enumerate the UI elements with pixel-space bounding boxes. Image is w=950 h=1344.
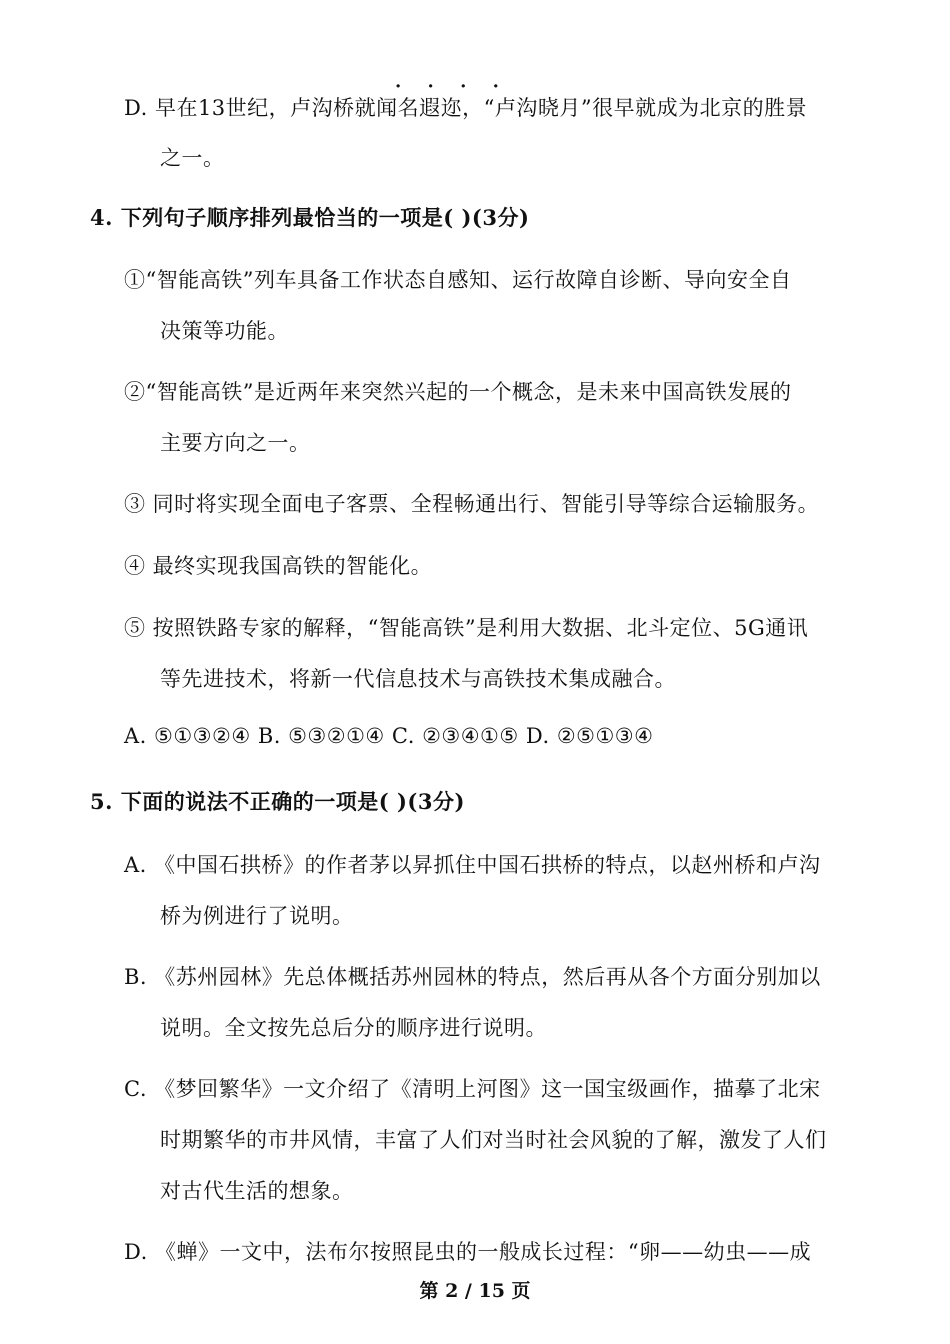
q5-option-d-line1: D. 《蝉》一文中，法布尔按照昆虫的一般成长过程：“卵——幼虫——成 (124, 1240, 812, 1264)
q4-sentence-5-line1: ⑤ 按照铁路专家的解释，“智能高铁”是利用大数据、北斗定位、5G通讯 (124, 616, 809, 640)
q5-option-a-line1: A. 《中国石拱桥》的作者茅以昇抓住中国石拱桥的特点，以赵州桥和卢沟 (124, 853, 821, 877)
page-number-footer: 第 2 / 15 页 (419, 1280, 531, 1302)
q3-option-d-line1: D. 早在13世纪，卢沟桥就闻名遐迩，“卢沟晓月”很早就成为北京的胜景 (124, 96, 808, 120)
q4-sentence-3: ③ 同时将实现全面电子客票、全程畅通出行、智能引导等综合运输服务。 (124, 492, 820, 516)
emphasis-dots: · · · · (395, 76, 509, 97)
q4-sentence-1-line2: 决策等功能。 (160, 319, 289, 343)
question-4-stem: 4. 下列句子顺序排列最恰当的一项是( )(3分) (90, 205, 530, 230)
q4-sentence-2-line1: ②“智能高铁”是近两年来突然兴起的一个概念，是未来中国高铁发展的 (124, 380, 792, 404)
q4-sentence-4: ④ 最终实现我国高铁的智能化。 (124, 554, 433, 578)
q3-option-d-line2: 之一。 (160, 146, 225, 170)
question-5-stem: 5. 下面的说法不正确的一项是( )(3分) (90, 789, 465, 814)
q5-option-b-line1: B. 《苏州园林》先总体概括苏州园林的特点，然后再从各个方面分别加以 (124, 965, 821, 989)
q5-option-a-line2: 桥为例进行了说明。 (160, 904, 354, 928)
q4-sentence-1-line1: ①“智能高铁”列车具备工作状态自感知、运行故障自诊断、导向安全自 (124, 268, 792, 292)
q5-option-c-line3: 对古代生活的想象。 (160, 1179, 354, 1203)
q4-options: A. ⑤①③②④ B. ⑤③②①④ C. ②③④①⑤ D. ②⑤①③④ (124, 724, 654, 748)
q4-sentence-2-line2: 主要方向之一。 (160, 431, 311, 455)
q4-sentence-5-line2: 等先进技术，将新一代信息技术与高铁技术集成融合。 (160, 667, 676, 691)
q5-option-c-line2: 时期繁华的市井风情，丰富了人们对当时社会风貌的了解，激发了人们 (160, 1128, 827, 1152)
q5-option-b-line2: 说明。全文按先总后分的顺序进行说明。 (160, 1016, 547, 1040)
q5-option-c-line1: C. 《梦回繁华》一文介绍了《清明上河图》这一国宝级画作，描摹了北宋 (124, 1077, 821, 1101)
